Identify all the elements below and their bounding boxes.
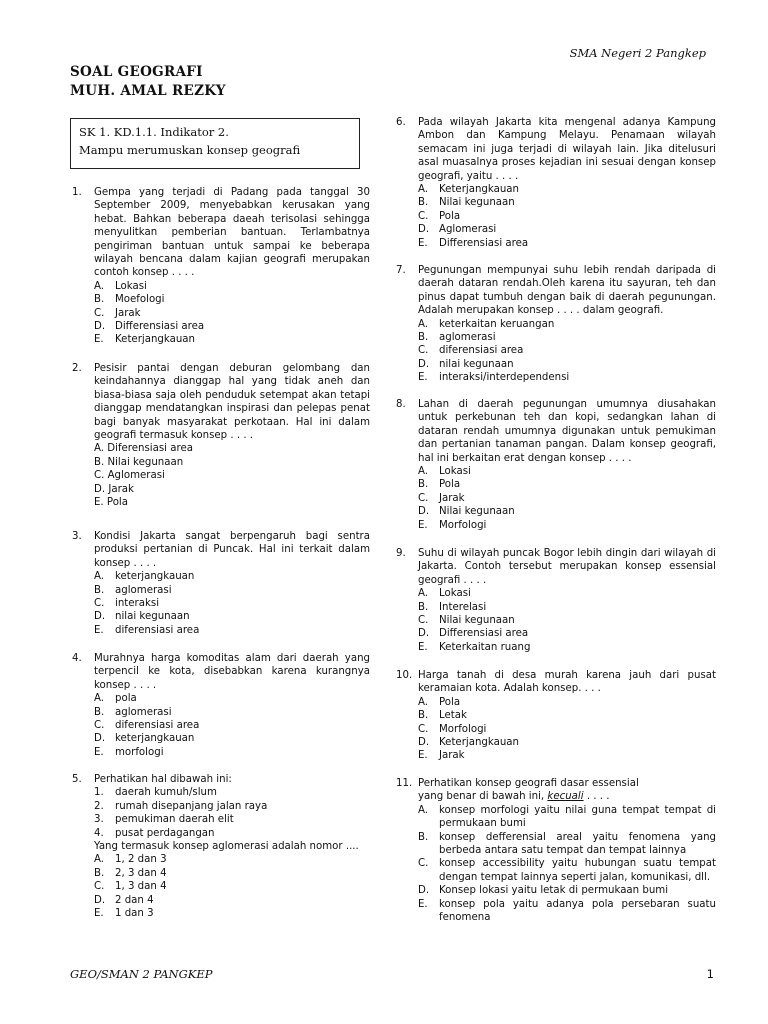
question-number: 7. [396,265,406,276]
question-number: 1. [72,187,82,198]
option-a: A. Diferensiasi area [94,443,193,455]
option-b: B. Nilai kegunaan [94,456,184,468]
option-e: E. Pola [94,497,128,509]
question-stem: Pada wilayah Jakarta kita mengenal adanya Kampung Ambon dan Kampung Melayu. Penamaan wilayah semacam ini juga terjadi di wilayah lain. Jika ditelusuri asal muasalnya proses kejadian ini sesuai dengan konsep geografi, yaitu . . . . [418,117,716,182]
question-10 [396,669,716,769]
question-5 [72,773,370,928]
option-e: E. Differensiasi area [418,237,529,249]
option-a: A. 1, 2 dan 3 [94,854,167,866]
footer-label: GEO/SMAN 2 PANGKEP [70,967,213,981]
question-prompt: Yang termasuk konsep aglomerasi adalah nomor .... [94,841,359,853]
question-stem: Perhatikan konsep geografi dasar essensial [418,778,639,789]
question-number: 4. [72,653,82,664]
option-c: C. 1, 3 dan 4 [94,881,167,893]
option-a: A. keterjangkauan [94,571,195,583]
option-d: D. nilai kegunaan [94,611,190,623]
author-name: MUH. AMAL REZKY [70,83,226,99]
school-header: SMA Negeri 2 Pangkep [569,46,706,60]
option-b: B. aglomerasi [94,706,172,718]
option-b: B. aglomerasi [418,332,496,344]
option-c: C. Jarak [418,492,465,504]
list-item: 3. pemukiman daerah elit [94,814,234,826]
option-a: A. konsep morfologi yaitu nilai guna tempat tempat di permukaan bumi [418,804,716,830]
question-stem: Gempa yang terjadi di Padang pada tanggal 30 September 2009, menyebabkan kerusakan yang hebat. Bahkan beberapa daeah terisolasi sehingga menyulitkan pemberian bantuan. Terlambatnya pengiriman bantuan untuk sampai ke beberapa wilayah bencana dalam kajian geografi merupakan contoh konsep . . . . [94,187,370,279]
option-b: B. Pola [418,479,461,491]
indicator-code: SK 1. KD.1.1. Indikator 2. [79,125,229,139]
question-stem: Harga tanah di desa murah karena jauh dari pusat keramaian kota. Adalah konsep. . . . [418,670,716,695]
option-d: D. Differensiasi area [94,321,205,333]
kecuali-emphasis: kecuali [547,791,584,803]
question-6 [396,116,716,256]
option-e: E. 1 dan 3 [94,908,154,920]
question-2 [72,362,370,512]
option-a: A. Lokasi [418,466,471,478]
option-b: B. Nilai kegunaan [418,197,515,209]
doc-title: SOAL GEOGRAFI [70,64,203,80]
option-a: A. keterkaitan keruangan [418,318,555,330]
question-number: 3. [72,531,82,542]
question-stem-line2: yang benar di bawah ini, kecuali . . . . [418,791,610,803]
question-stem: Perhatikan hal dibawah ini: [94,774,232,785]
question-3 [72,530,370,640]
option-e: E. Jarak [418,750,465,762]
list-item: 1. daerah kumuh/slum [94,787,217,799]
option-d: D. nilai kegunaan [418,358,514,370]
option-c: C. Morfologi [418,723,487,735]
option-b: B. konsep defferensial areal yaitu fenomena yang berbeda antara satu tempat dan tempat lainnya [418,831,716,857]
question-stem: Pesisir pantai dengan deburan gelombang dan keindahannya dianggap hal yang tidak aneh dan biasa-biasa saja oleh penduduk setempat akan tetapi dianggap mendatangkan inspirasi dan pelepas penat bagi banyak masyarakat perkotaan. Hal ini dalam geografi termasuk konsep . . . . [94,363,370,442]
option-b: B. aglomerasi [94,584,172,596]
option-d: D. Konsep lokasi yaitu letak di permukaan bumi [418,885,669,897]
option-a: A. Lokasi [418,588,471,600]
indicator-box [70,118,360,169]
option-a: A. Pola [418,696,461,708]
option-c: C. Aglomerasi [94,470,165,482]
question-number: 2. [72,363,82,374]
question-4 [72,652,370,762]
option-c: C. interaksi [94,598,160,610]
option-a: A. Lokasi [94,280,147,292]
option-e: E. Keterkaitan ruang [418,641,531,653]
question-stem: Pegunungan mempunyai suhu lebih rendah daripada di daerah dataran rendah.Oleh karena itu sayuran, teh dan pinus dapat tumbuh dengan baik di daerah pegunungan. Adalah merupakan konsep . . . . dalam geografi. [418,265,716,317]
option-c: C. diferensiasi area [94,720,200,732]
option-b: B. Interelasi [418,601,487,613]
option-c: C. diferensiasi area [418,345,524,357]
option-d: D. Aglomerasi [418,224,497,236]
page-number: 1 [706,967,714,981]
option-c: C. Nilai kegunaan [418,615,515,627]
option-a: A. Keterjangkauan [418,184,520,196]
option-d: D. Nilai kegunaan [418,506,515,518]
question-11 [396,777,716,932]
option-c: C. Jarak [94,307,141,319]
option-e: E. morfologi [94,746,164,758]
option-e: E. Morfologi [418,519,487,531]
list-item: 2. rumah disepanjang jalan raya [94,800,268,812]
question-7 [396,264,716,389]
option-c: C. Pola [418,210,461,222]
question-stem: Lahan di daerah pegunungan umumnya diusahakan untuk perkebunan teh dan kopi, sedangkan lahan di dataran rendah umumnya digunakan untuk pemukiman dan pertanian tanaman pangan. Dalam konsep geografi, hal ini berkaitan erat dengan konsep . . . . [418,399,716,464]
indicator-text: Mampu merumuskan konsep geografi [79,143,301,157]
question-number: 9. [396,548,406,559]
question-number: 6. [396,117,406,128]
option-c: C. konsep accessibility yaitu hubungan suatu tempat dengan tempat lainnya seperti jalan, komunikasi, dll. [418,858,716,883]
option-d: D. 2 dan 4 [94,894,154,906]
question-stem: Kondisi Jakarta sangat berpengaruh bagi sentra produksi pertanian di Puncak. Hal ini terkait dalam konsep . . . . [94,531,370,569]
question-8 [396,398,716,538]
option-d: D. keterjangkauan [94,733,195,745]
question-1 [72,186,370,350]
question-number: 5. [72,774,82,785]
option-d: D. Jarak [94,483,134,495]
option-b: B. Letak [418,710,467,722]
list-item: 4. pusat perdagangan [94,827,215,839]
option-b: B. 2, 3 dan 4 [94,867,167,879]
question-number: 10. [396,670,413,681]
option-e: E. interaksi/interdependensi [418,372,570,384]
option-d: D. Differensiasi area [418,628,529,640]
option-e: E. konsep pola yaitu adanya pola persebaran suatu fenomena [418,898,716,924]
option-b: B. Moefologi [94,294,165,306]
question-stem: Murahnya harga komoditas alam dari daerah yang terpencil ke kota, disebabkan karena kurangnya konsep . . . . [94,653,370,691]
option-e: E. diferensiasi area [94,624,200,636]
question-number: 8. [396,399,406,410]
question-9 [396,547,716,657]
option-a: A. pola [94,693,137,705]
question-stem: Suhu di wilayah puncak Bogor lebih dingin dari wilayah di Jakarta. Contoh tersebut merupakan konsep essensial geografi . . . . [418,548,716,586]
question-number: 11. [396,778,413,789]
option-d: D. Keterjangkauan [418,737,520,749]
option-e: E. Keterjangkauan [94,334,196,346]
